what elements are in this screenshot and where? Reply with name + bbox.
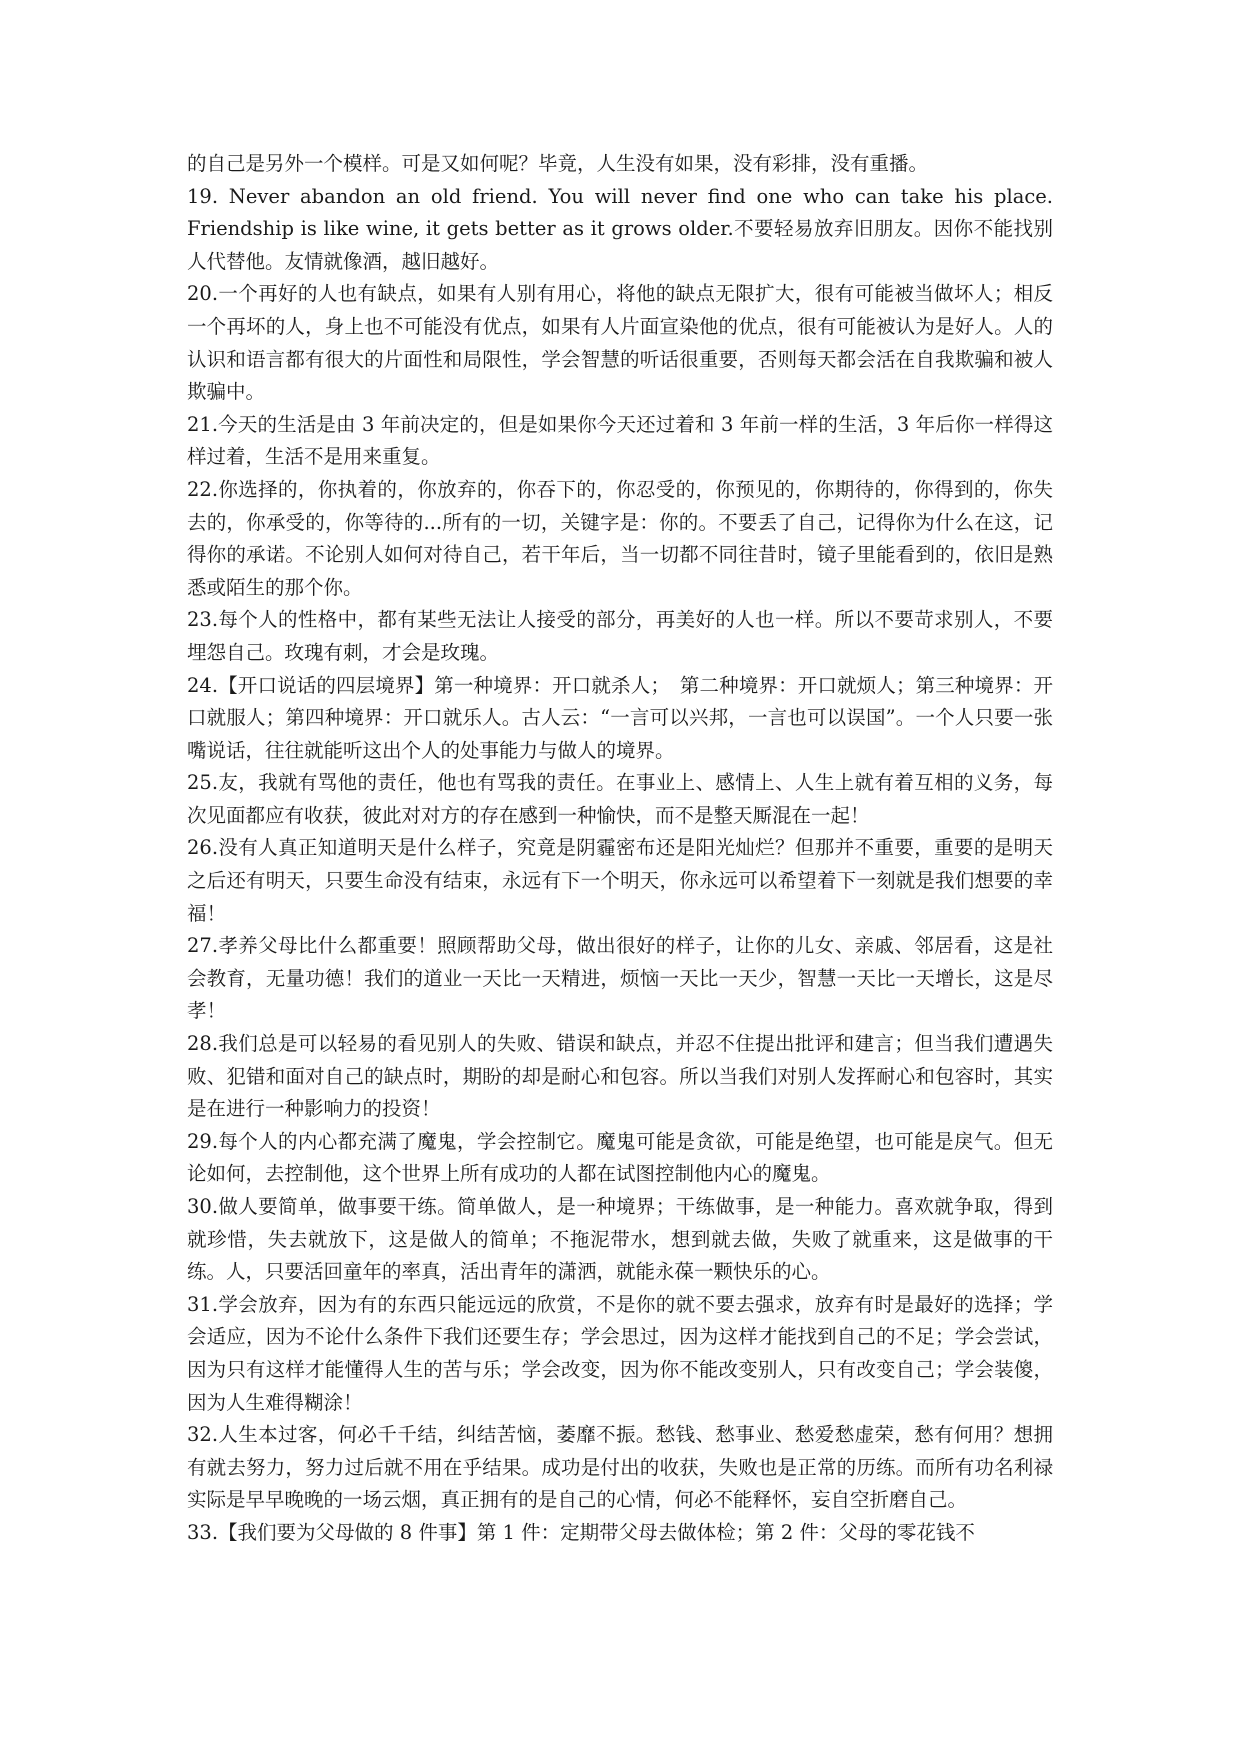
paragraph-22: 22.你选择的，你执着的，你放弃的，你吞下的，你忍受的，你预见的，你期待的，你得到的，你失去的，你承受的，你等待的...所有的一切，关键字是：你的。不要丢了自己，记得你为什么在这，记得你的承诺。不论别人如何对待自己，若干年后，当一切都不同往昔时，镜子里能看到的，依旧是熟悉或陌生的那个你。	[187, 477, 1053, 599]
paragraph-26: 26.没有人真正知道明天是什么样子，究竟是阴霾密布还是阳光灿烂？但那并不重要，重要的是明天之后还有明天，只要生命没有结束，永远有下一个明天，你永远可以希望着下一刻就是我们想要的幸福！	[187, 836, 1053, 925]
paragraph-31: 31.学会放弃，因为有的东西只能远远的欣赏，不是你的就不要去强求，放弃有时是最好的选择；学会适应，因为不论什么条件下我们还要生存；学会思过，因为这样才能找到自己的不足；学会尝试，因为只有这样才能懂得人生的苦与乐；学会改变，因为你不能改变别人，只有改变自己；学会装傻，因为人生难得糊涂！	[187, 1292, 1053, 1414]
document-body	[187, 148, 1053, 1550]
paragraph-30: 30.做人要简单，做事要干练。简单做人，是一种境界；干练做事，是一种能力。喜欢就争取，得到就珍惜，失去就放下，这是做人的简单；不拖泥带水，想到就去做，失败了就重来，这是做事的干练。人，只要活回童年的率真，活出青年的潇洒，就能永葆一颗快乐的心。	[187, 1195, 1053, 1284]
paragraph-21: 21.今天的生活是由 3 年前决定的，但是如果你今天还过着和 3 年前一样的生活，3 年后你一样得这样过着，生活不是用来重复。	[187, 412, 1053, 469]
paragraph-32: 32.人生本过客，何必千千结，纠结苦恼，萎靡不振。愁钱、愁事业、愁爱愁虚荣，愁有何用？想拥有就去努力，努力过后就不用在乎结果。成功是付出的收获，失败也是正常的历练。而所有功名利禄实际是早早晚晚的一场云烟，真正拥有的是自己的心情，何必不能释怀，妄自空折磨自己。	[187, 1423, 1053, 1512]
paragraph-27: 27.孝养父母比什么都重要！照顾帮助父母，做出很好的样子，让你的儿女、亲戚、邻居看，这是社会教育，无量功德！我们的道业一天比一天精进，烦恼一天比一天少，智慧一天比一天增长，这是尽孝！	[187, 934, 1053, 1023]
paragraph-23: 23.每个人的性格中，都有某些无法让人接受的部分，再美好的人也一样。所以不要苛求别人，不要埋怨自己。玫瑰有刺，才会是玫瑰。	[187, 608, 1053, 664]
paragraph-20: 20.一个再好的人也有缺点，如果有人别有用心，将他的缺点无限扩大，很有可能被当做坏人；相反一个再坏的人，身上也不可能没有优点，如果有人片面宣染他的优点，很有可能被认为是好人。人的认识和语言都有很大的片面性和局限性，学会智慧的听话很重要，否则每天都会活在自我欺骗和被人欺骗中。	[187, 282, 1053, 404]
paragraph-24: 24.【开口说话的四层境界】第一种境界：开口就杀人； 第二种境界：开口就烦人；第三种境界：开口就服人；第四种境界：开口就乐人。古人云：“一言可以兴邦，一言也可以误国”。一个人只要一张嘴说话，往往就能听这出个人的处事能力与做人的境界。	[187, 673, 1053, 762]
paragraph-29: 29.每个人的内心都充满了魔鬼，学会控制它。魔鬼可能是贪欲，可能是绝望，也可能是戾气。但无论如何，去控制他，这个世界上所有成功的人都在试图控制他内心的魔鬼。	[187, 1129, 1053, 1186]
paragraph-33: 33.【我们要为父母做的 8 件事】第 1 件：定期带父母去做体检；第 2 件：父母的零花钱不	[187, 1520, 975, 1544]
paragraph-continuation: 的自己是另外一个模样。可是又如何呢？毕竟，人生没有如果，没有彩排，没有重播。	[187, 152, 929, 175]
paragraph-19: 19. Never abandon an old friend. You will never find one who can take his place. Friendship is like wine, it gets better as it grows older.不要轻易放弃旧朋友。因你不能找别人代替他。友情就像酒，越旧越好。	[187, 184, 1053, 273]
paragraph-25: 25.友，我就有骂他的责任，他也有骂我的责任。在事业上、感情上、人生上就有着互相的义务，每次见面都应有收获，彼此对对方的存在感到一种愉快，而不是整天厮混在一起！	[187, 771, 1053, 827]
paragraph-28: 28.我们总是可以轻易的看见别人的失败、错误和缺点，并忍不住提出批评和建言；但当我们遭遇失败、犯错和面对自己的缺点时，期盼的却是耐心和包容。所以当我们对别人发挥耐心和包容时，其实是在进行一种影响力的投资！	[187, 1032, 1053, 1121]
